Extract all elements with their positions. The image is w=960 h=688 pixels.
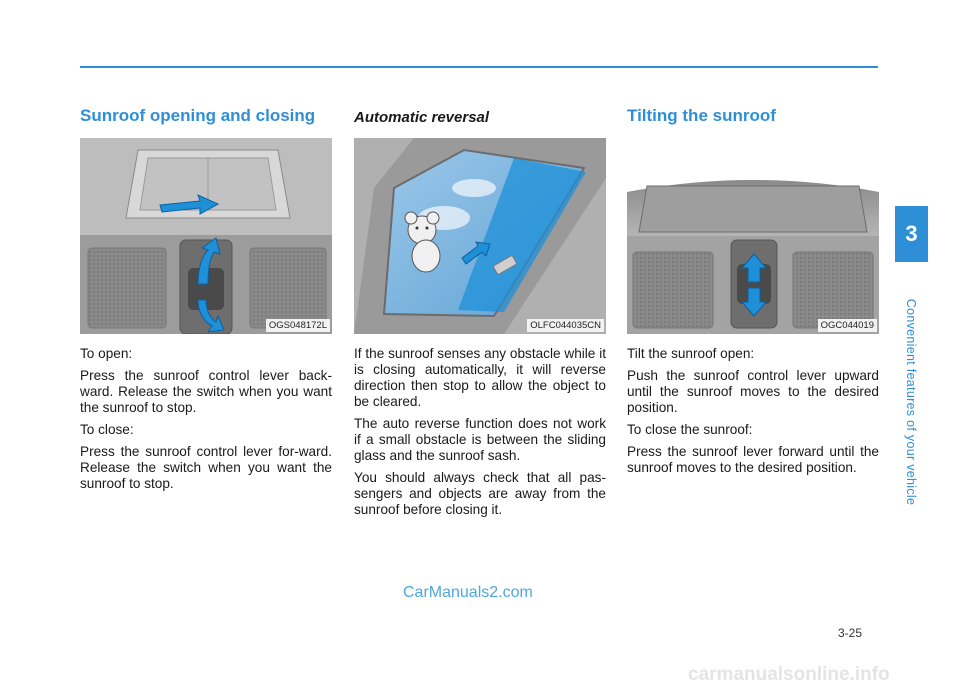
paragraph: The auto reverse function does not work if a small obstacle is between the sliding glass and the sunroof sash. [354,416,606,463]
paragraph: Tilt the sunroof open: [627,346,755,361]
section-heading: Tilting the sunroof [627,106,776,125]
watermark-text: carmanualsonline.info [688,664,890,685]
paragraph: To close: [80,422,134,437]
paragraph: You should always check that all pas-sengers and objects are away from the sunroof before closing it. [354,470,606,517]
subsection-heading: Automatic reversal [354,109,490,126]
figure-code: OLFC044035CN [527,319,604,332]
body-text [627,346,879,482]
paragraph: Press the sunroof control lever back-ward. Release the switch when you want the sunroof to stop. [80,368,332,415]
paragraph: To close the sunroof: [627,422,753,437]
section-heading: Sunroof opening and closing [80,106,316,125]
column-tilting-sunroof [627,106,879,475]
page-number: 3-25 [838,626,863,640]
chapter-label: Convenient features of your vehicle [904,298,918,506]
paragraph: Push the sunroof control lever upward until the sunroof moves to the desired position. [627,368,879,415]
figure-tilt-control [627,172,879,334]
figure-code: OGC044019 [818,319,877,332]
column-automatic-reversal [354,106,606,517]
paragraph: Press the sunroof lever forward until the sunroof moves to the desired position. [627,444,879,475]
paragraph: If the sunroof senses any obstacle while it is closing automatically, it will reverse direction then stop to allow the object to be cleared. [354,346,606,409]
watermark-link[interactable]: CarManuals2.com [403,584,533,601]
body-text [354,346,606,524]
figure-auto-reverse [354,138,606,334]
paragraph: To open: [80,346,133,361]
top-rule [80,66,878,68]
body-text [80,346,332,498]
column-sunroof-opening [80,106,332,491]
figure-code: OGS048172L [266,319,330,332]
chapter-tab: 3 [895,206,928,262]
paragraph: Press the sunroof control lever for-ward. Release the switch when you want the sunroof to stop. [80,444,332,491]
figure-sunroof-control [80,138,332,334]
